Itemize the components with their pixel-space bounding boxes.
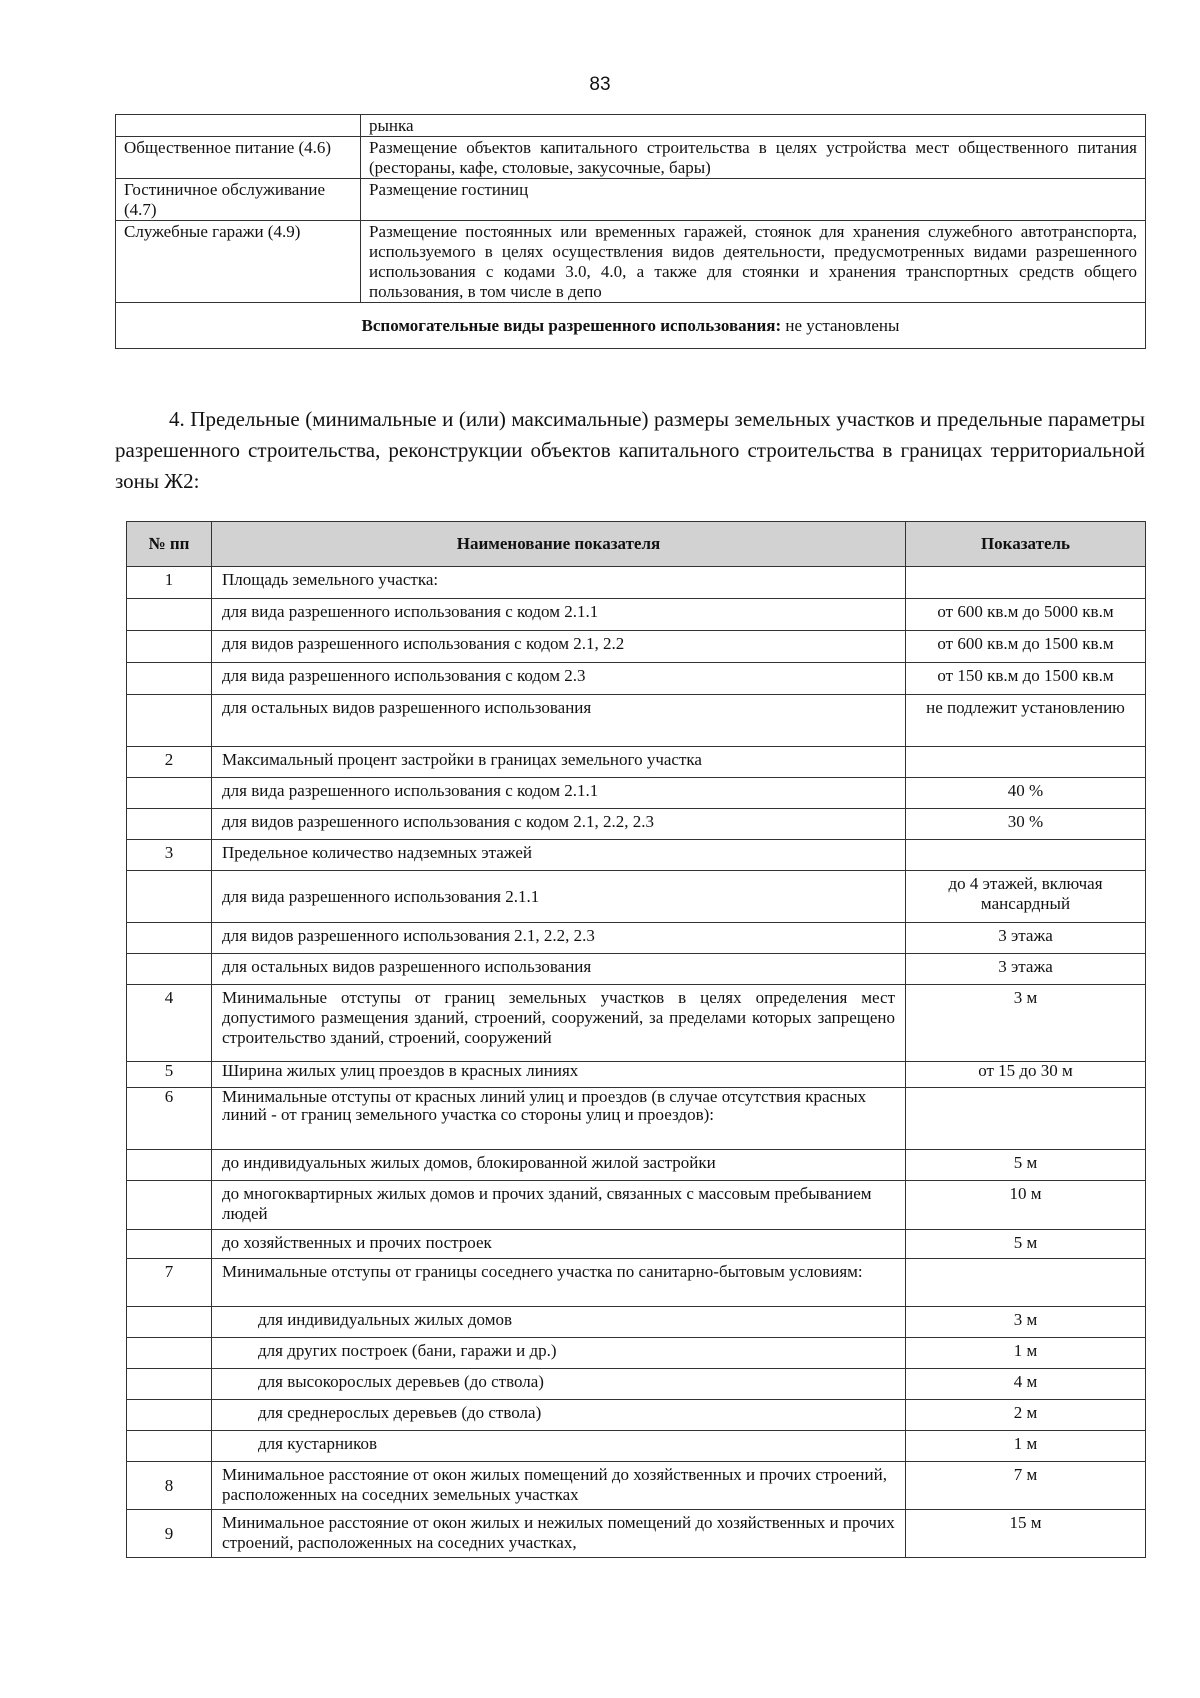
table-row xyxy=(116,179,1146,221)
row-name: для других построек (бани, гаражи и др.) xyxy=(212,1338,906,1369)
row-name: Предельное количество надземных этажей xyxy=(212,840,906,871)
row-value: 10 м xyxy=(906,1181,1146,1230)
use-description: Размещение объектов капитального строительства в целях устройства мест общественного питания (рестораны, кафе, столовые, закусочные, бары) xyxy=(361,137,1146,179)
row-number xyxy=(127,1230,212,1259)
row-name: Площадь земельного участка: xyxy=(212,567,906,599)
row-name: Минимальные отступы от красных линий улиц и проездов (в случае отсутствия красных линий - от границ земельного участка со стороны улиц и проездов): xyxy=(212,1088,906,1150)
row-name: Минимальное расстояние от окон жилых помещений до хозяйственных и прочих строений, расположенных на соседних земельных участках xyxy=(212,1462,906,1510)
use-description: Размещение постоянных или временных гаражей, стоянок для хранения служебного автотранспорта, используемого в целях осуществления видов деятельности, предусмотренных видами разрешенного использования с кодами 3.0, 4.0, а также для стоянки и хранения транспортных средств общего пользования, в том числе в депо xyxy=(361,221,1146,303)
row-value xyxy=(906,840,1146,871)
row-number: 8 xyxy=(127,1462,212,1510)
table-row xyxy=(127,1400,1146,1431)
row-value: 3 этажа xyxy=(906,923,1146,954)
row-value: 5 м xyxy=(906,1150,1146,1181)
table-row xyxy=(127,871,1146,923)
row-name: для видов разрешенного использования с кодом 2.1, 2.2, 2.3 xyxy=(212,809,906,840)
row-number xyxy=(127,1338,212,1369)
row-value: 40 % xyxy=(906,778,1146,809)
row-value: не подлежит установлению xyxy=(906,695,1146,747)
row-value: 3 м xyxy=(906,1307,1146,1338)
parameters-table xyxy=(126,521,1146,1558)
row-number xyxy=(127,778,212,809)
table-row xyxy=(127,1181,1146,1230)
table-row xyxy=(116,221,1146,303)
table-row xyxy=(127,1510,1146,1558)
header-number: № пп xyxy=(127,522,212,567)
row-number xyxy=(127,1181,212,1230)
row-value: от 600 кв.м до 5000 кв.м xyxy=(906,599,1146,631)
row-value: 3 этажа xyxy=(906,954,1146,985)
row-number xyxy=(127,695,212,747)
use-description: рынка xyxy=(361,115,1146,137)
row-name: для высокорослых деревьев (до ствола) xyxy=(212,1369,906,1400)
row-number xyxy=(127,663,212,695)
row-name: Максимальный процент застройки в границах земельного участка xyxy=(212,747,906,778)
row-value: 4 м xyxy=(906,1369,1146,1400)
table-row xyxy=(116,137,1146,179)
use-name: Общественное питание (4.6) xyxy=(116,137,361,179)
row-name: Минимальные отступы от границы соседнего участка по санитарно-бытовым условиям: xyxy=(212,1259,906,1307)
row-value: 5 м xyxy=(906,1230,1146,1259)
table-row xyxy=(127,778,1146,809)
row-value: 15 м xyxy=(906,1510,1146,1558)
row-value xyxy=(906,1088,1146,1150)
row-name: Минимальное расстояние от окон жилых и нежилых помещений до хозяйственных и прочих строений, расположенных на соседних участках, xyxy=(212,1510,906,1558)
row-number xyxy=(127,923,212,954)
table-row xyxy=(127,1338,1146,1369)
table-row xyxy=(127,663,1146,695)
row-name: до индивидуальных жилых домов, блокированной жилой застройки xyxy=(212,1150,906,1181)
aux-uses-value: не установлены xyxy=(781,316,900,335)
row-name: для среднерослых деревьев (до ствола) xyxy=(212,1400,906,1431)
row-value xyxy=(906,1259,1146,1307)
table-row xyxy=(127,923,1146,954)
table-row xyxy=(127,1307,1146,1338)
row-number xyxy=(127,1369,212,1400)
table-row xyxy=(127,985,1146,1062)
row-value: 7 м xyxy=(906,1462,1146,1510)
table-row xyxy=(127,840,1146,871)
row-number: 4 xyxy=(127,985,212,1062)
row-value: 1 м xyxy=(906,1338,1146,1369)
row-number xyxy=(127,599,212,631)
aux-uses-label: Вспомогательные виды разрешенного использования: xyxy=(361,316,782,335)
row-value xyxy=(906,747,1146,778)
table-row xyxy=(127,954,1146,985)
row-name: до хозяйственных и прочих построек xyxy=(212,1230,906,1259)
table-row xyxy=(127,1230,1146,1259)
table-row xyxy=(127,1431,1146,1462)
table-row xyxy=(116,115,1146,137)
row-value: 1 м xyxy=(906,1431,1146,1462)
row-name: для остальных видов разрешенного использования xyxy=(212,954,906,985)
table-row xyxy=(127,1150,1146,1181)
row-name: для вида разрешенного использования 2.1.1 xyxy=(212,871,906,923)
row-value xyxy=(906,567,1146,599)
table-row xyxy=(127,567,1146,599)
table-row xyxy=(127,599,1146,631)
row-value: от 600 кв.м до 1500 кв.м xyxy=(906,631,1146,663)
aux-uses-cell xyxy=(116,303,1146,349)
page-number: 83 xyxy=(589,74,611,95)
use-name xyxy=(116,115,361,137)
row-name: для индивидуальных жилых домов xyxy=(212,1307,906,1338)
header-value: Показатель xyxy=(906,522,1146,567)
table-row xyxy=(127,747,1146,778)
row-value: 30 % xyxy=(906,809,1146,840)
row-name: Ширина жилых улиц проездов в красных линиях xyxy=(212,1062,906,1088)
row-number xyxy=(127,954,212,985)
row-name: для вида разрешенного использования с кодом 2.3 xyxy=(212,663,906,695)
row-name: для вида разрешенного использования с кодом 2.1.1 xyxy=(212,778,906,809)
row-number: 7 xyxy=(127,1259,212,1307)
table-row xyxy=(127,809,1146,840)
row-number: 2 xyxy=(127,747,212,778)
use-name: Гостиничное обслуживание (4.7) xyxy=(116,179,361,221)
row-name: до многоквартирных жилых домов и прочих зданий, связанных с массовым пребыванием людей xyxy=(212,1181,906,1230)
table-row xyxy=(127,1369,1146,1400)
section-paragraph: 4. Предельные (минимальные и (или) максимальные) размеры земельных участков и предельные параметры разрешенного строительства, реконструкции объектов капитального строительства в границах территориальной зоны Ж2: xyxy=(115,407,1145,493)
row-number xyxy=(127,631,212,663)
row-number xyxy=(127,1150,212,1181)
row-number xyxy=(127,871,212,923)
header-name: Наименование показателя xyxy=(212,522,906,567)
header-row xyxy=(127,522,1146,567)
table-row xyxy=(127,1062,1146,1088)
table-row xyxy=(127,695,1146,747)
table-row xyxy=(127,1462,1146,1510)
row-number xyxy=(127,1431,212,1462)
row-number: 3 xyxy=(127,840,212,871)
row-value: от 150 кв.м до 1500 кв.м xyxy=(906,663,1146,695)
table-row xyxy=(127,1088,1146,1150)
row-value: до 4 этажей, включая мансардный xyxy=(906,871,1146,923)
row-name: для видов разрешенного использования 2.1, 2.2, 2.3 xyxy=(212,923,906,954)
row-value: 3 м xyxy=(906,985,1146,1062)
use-name: Служебные гаражи (4.9) xyxy=(116,221,361,303)
table-row xyxy=(127,631,1146,663)
row-number: 6 xyxy=(127,1088,212,1150)
row-number: 5 xyxy=(127,1062,212,1088)
row-number: 9 xyxy=(127,1510,212,1558)
row-value: от 15 до 30 м xyxy=(906,1062,1146,1088)
row-name: для кустарников xyxy=(212,1431,906,1462)
aux-uses-row xyxy=(116,303,1146,349)
use-description: Размещение гостиниц xyxy=(361,179,1146,221)
row-number xyxy=(127,809,212,840)
row-number: 1 xyxy=(127,567,212,599)
row-value: 2 м xyxy=(906,1400,1146,1431)
row-number xyxy=(127,1400,212,1431)
row-number xyxy=(127,1307,212,1338)
row-name: Минимальные отступы от границ земельных участков в целях определения мест допустимого размещения зданий, строений, сооружений, за пределами которых запрещено строительство зданий, строений, сооружений xyxy=(212,985,906,1062)
row-name: для остальных видов разрешенного использования xyxy=(212,695,906,747)
row-name: для видов разрешенного использования с кодом 2.1, 2.2 xyxy=(212,631,906,663)
row-name: для вида разрешенного использования с кодом 2.1.1 xyxy=(212,599,906,631)
table-row xyxy=(127,1259,1146,1307)
permitted-uses-table xyxy=(115,114,1146,349)
